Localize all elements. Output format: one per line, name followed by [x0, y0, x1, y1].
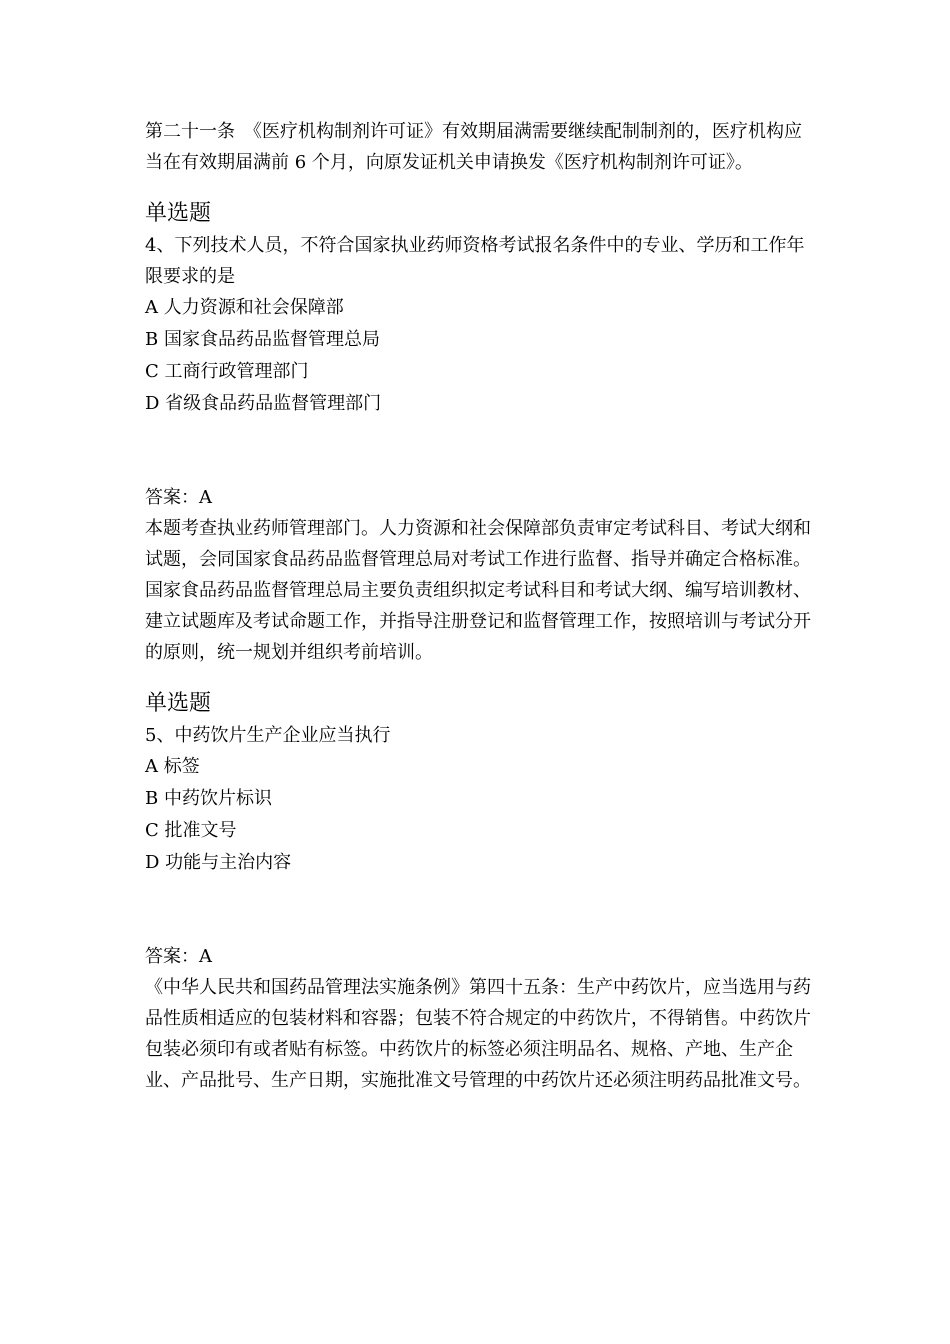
explanation-paragraph: 《中华人民共和国药品管理法实施条例》第四十五条：生产中药饮片，应当选用与药品性质相适应的包装材料和容器；包装不符合规定的中药饮片，不得销售。中药饮片包装必须印有或者贴有标签。中药饮片的标签必须注明品名、规格、产地、生产企业、产品批号、生产日期，实施批准文号管理的中药饮片还必须注明药品批准文号。	[145, 977, 811, 1091]
answer-line: 答案：A	[145, 487, 212, 508]
question-block-5	[145, 688, 815, 1096]
question-stem: 4、下列技术人员，不符合国家执业药师资格考试报名条件中的专业、学历和工作年限要求的是	[145, 235, 805, 287]
answer-line: 答案：A	[145, 946, 212, 967]
option-a: A 标签	[145, 756, 200, 777]
question-block-4	[145, 198, 815, 668]
option-a: A 人力资源和社会保障部	[145, 297, 344, 318]
question-stem: 5、中药饮片生产企业应当执行	[145, 725, 391, 746]
option-b: B 中药饮片标识	[145, 788, 272, 809]
document-content	[145, 116, 815, 1096]
question-type-heading: 单选题	[145, 201, 212, 226]
option-c: C 工商行政管理部门	[145, 361, 309, 382]
intro-paragraph: 第二十一条 《医疗机构制剂许可证》有效期届满需要继续配制制剂的，医疗机构应当在有效期届满前 6 个月，向原发证机关申请换发《医疗机构制剂许可证》。	[145, 121, 802, 173]
option-d: D 功能与主治内容	[145, 852, 292, 873]
question-type-heading: 单选题	[145, 691, 212, 716]
explanation-paragraph: 本题考查执业药师管理部门。人力资源和社会保障部负责审定考试科目、考试大纲和试题，会同国家食品药品监督管理总局对考试工作进行监督、指导并确定合格标准。国家食品药品监督管理总局主要负责组织拟定考试科目和考试大纲、编写培训教材、建立试题库及考试命题工作，并指导注册登记和监督管理工作，按照培训与考试分开的原则，统一规划并组织考前培训。	[145, 518, 811, 663]
option-d: D 省级食品药品监督管理部门	[145, 393, 382, 414]
option-b: B 国家食品药品监督管理总局	[145, 329, 380, 350]
option-c: C 批准文号	[145, 820, 237, 841]
